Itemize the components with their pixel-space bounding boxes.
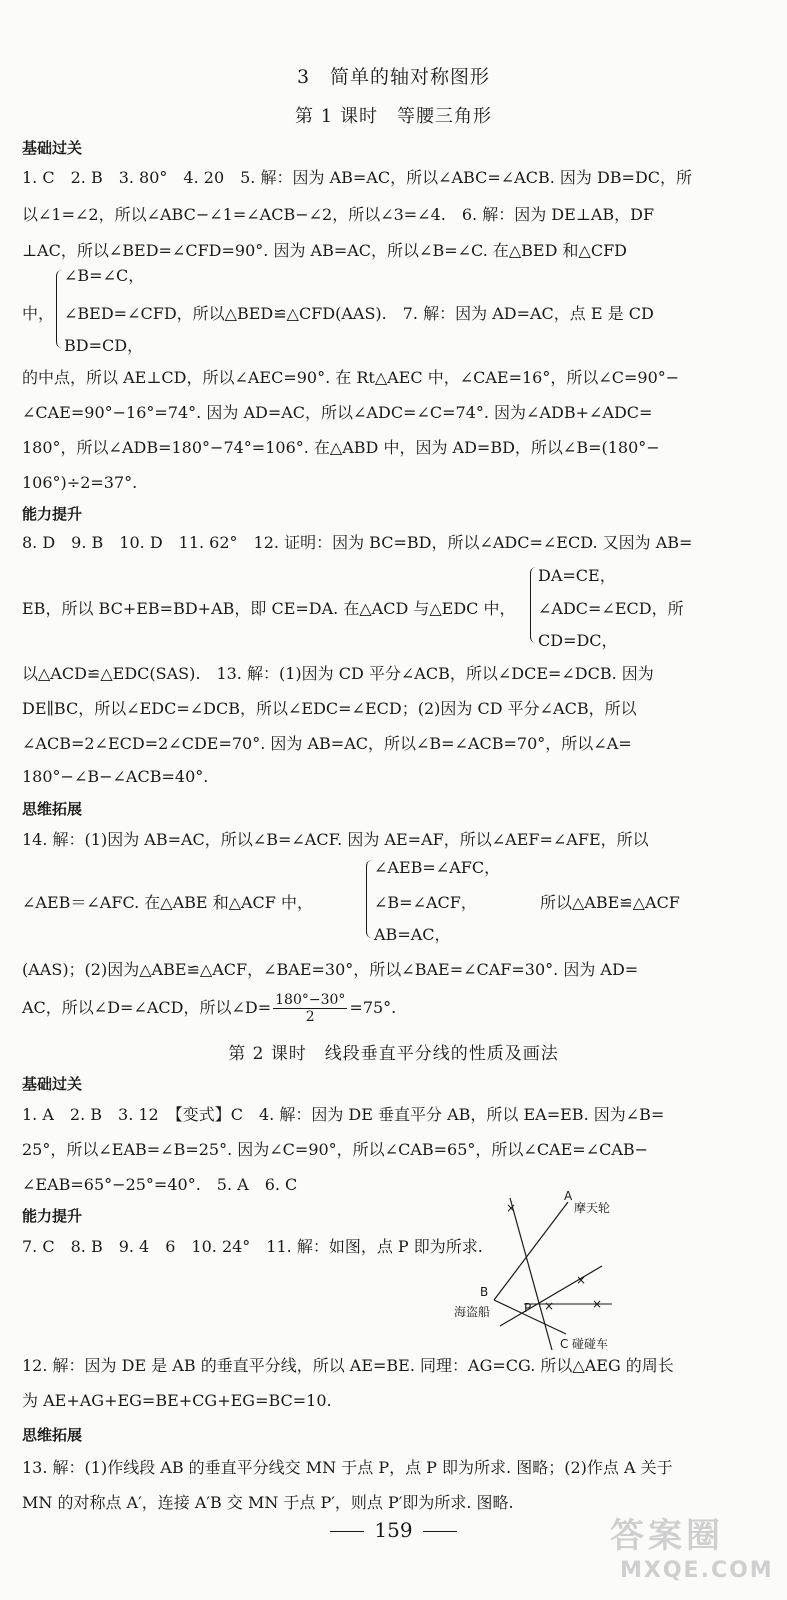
arc-mark: ×	[592, 1297, 603, 1311]
section-ability-1: 能力提升	[22, 505, 83, 523]
section-thinking-2: 思维拓展	[22, 1426, 83, 1444]
brace-suffix: 所以△ABE≌△ACF	[540, 893, 680, 912]
answer-line: 8. D 9. B 10. D 11. 62° 12. 证明：因为 BC=BD，所以∠ADC=∠ECD. 又因为 AB=	[22, 533, 693, 552]
place-a: 摩天轮	[574, 1201, 611, 1215]
answer-line: 25°，所以∠EAB=∠B=25°. 因为∠C=90°，所以∠CAB=65°，所以∠CAE=∠CAB−	[22, 1140, 649, 1159]
lesson1-title: 第 1 课时 等腰三角形	[295, 106, 492, 127]
section-title: 3 简单的轴对称图形	[296, 66, 491, 88]
segment-ab	[494, 1202, 568, 1300]
answer-line: ⊥AC，所以∠BED=∠CFD=90°. 因为 AB=AC，所以∠B=∠C. 在△BED 和△CFD	[22, 241, 627, 260]
answer-line: 14. 解：(1)因为 AB=AC，所以∠B=∠ACF. 因为 AE=AF，所以∠AEF=∠AFE，所以	[22, 830, 649, 849]
fraction	[273, 992, 347, 1025]
answer-line: EB，所以 BC+EB=BD+AB，即 CE=DA. 在△ACD 与△EDC 中，	[22, 599, 516, 618]
answer-line: ∠ACB=2∠ECD=2∠CDE=70°. 因为 AB=AC，所以∠B=∠ACB=70°，所以∠A=	[22, 734, 632, 753]
answer-line: 13. 解：(1)作线段 AB 的垂直平分线交 MN 于点 P，点 P 即为所求. 图略；(2)作点 A 关于	[22, 1458, 673, 1477]
answer-line: ∠CAE=90°−16°=74°. 因为 AD=AC，所以∠ADC=∠C=74°. 因为∠ADB+∠ADC=	[22, 403, 653, 422]
geometry-figure	[452, 1188, 652, 1358]
fraction-suffix: =75°.	[349, 998, 397, 1017]
lesson2-title: 第 2 课时 线段垂直平分线的性质及画法	[228, 1044, 559, 1064]
arc-mark: ×	[544, 1299, 555, 1313]
brace-line: ∠BED=∠CFD，所以△BED≌△CFD(AAS). 7. 解：因为 AD=AC，点 E 是 CD	[64, 304, 654, 323]
answer-line: 以∠1=∠2，所以∠ABC−∠1=∠ACB−∠2，所以∠3=∠4. 6. 解：因为 DE⊥AB，DF	[22, 205, 655, 224]
answer-line: MN 的对称点 A′，连接 A′B 交 MN 于点 P′，则点 P′即为所求. 图略.	[22, 1493, 514, 1512]
perpendicular-bisector-bc	[500, 1266, 602, 1326]
brace-line: ∠ADC=∠ECD，所	[538, 599, 684, 618]
answer-line: 12. 解：因为 DE 是 AB 的垂直平分线，所以 AE=BE. 同理：AG=CG. 所以△AEG 的周长	[22, 1356, 674, 1375]
brace-line: BD=CD，	[64, 336, 144, 355]
answer-line: 1. A 2. B 3. 12 【变式】C 4. 解：因为 DE 垂直平分 AB，所以 EA=EB. 因为∠B=	[22, 1105, 665, 1124]
answer-line: (AAS)；(2)因为△ABE≌△ACF，∠BAE=30°，所以∠BAE=∠CAF=30°. 因为 AD=	[22, 960, 639, 979]
label-b: B	[480, 1285, 489, 1299]
place-b: 海盗船	[454, 1305, 491, 1319]
answer-line: 7. C 8. B 9. 4 6 10. 24° 11. 解：如图，点 P 即为所求.	[22, 1237, 483, 1256]
brace-line: ∠B=∠ACF，	[374, 893, 477, 912]
place-c: 碰碰车	[572, 1337, 609, 1351]
answer-line: 180°，所以∠ADB=180°−74°=106°. 在△ABD 中，因为 AD=BD，所以∠B=(180°−	[22, 438, 660, 457]
fraction-numerator: 180°−30°	[275, 992, 346, 1008]
watermark-logo	[600, 1508, 780, 1594]
section-basic-1: 基础过关	[22, 139, 83, 157]
answer-line: DE∥BC，所以∠EDC=∠DCB，所以∠EDC=∠ECD；(2)因为 CD 平分∠ACB，所以	[22, 699, 637, 718]
answer-line: 为 AE+AG+EG=BE+CG+EG=BC=10.	[22, 1391, 332, 1410]
section-basic-2: 基础过关	[22, 1075, 83, 1093]
brace-line: CD=DC，	[538, 631, 618, 650]
answer-line: 以△ACD≌△EDC(SAS). 13. 解：(1)因为 CD 平分∠ACB，所以∠DCE=∠DCB. 因为	[22, 664, 654, 683]
answer-line: 1. C 2. B 3. 80° 4. 20 5. 解：因为 AB=AC，所以∠ABC=∠ACB. 因为 DB=DC，所	[22, 168, 693, 187]
label-a: A	[564, 1189, 573, 1203]
answer-line: ∠EAB=65°−25°=40°. 5. A 6. C	[22, 1175, 298, 1194]
answer-line: 106°)÷2=37°.	[22, 473, 138, 492]
fraction-denominator: 2	[305, 1009, 315, 1025]
brace-line: DA=CE，	[538, 566, 616, 585]
fraction-prefix: AC，所以∠D=∠ACD，所以∠D=	[22, 998, 272, 1017]
section-ability-2: 能力提升	[22, 1207, 83, 1225]
arc-mark: ×	[576, 1273, 587, 1287]
watermark-text: 答案圈	[610, 1516, 724, 1556]
label-c: C	[560, 1337, 569, 1351]
label-p: P	[524, 1301, 532, 1315]
arc-mark: ×	[506, 1201, 517, 1215]
brace-line: AB=AC，	[374, 925, 451, 944]
brace-line: ∠AEB=∠AFC，	[374, 858, 501, 877]
perpendicular-bisector-ab	[510, 1198, 555, 1350]
answer-line: 180°−∠B−∠ACB=40°.	[22, 767, 209, 786]
page-number-text: 159	[374, 1518, 413, 1542]
brace-line: ∠B=∠C，	[64, 266, 145, 285]
section-thinking-1: 思维拓展	[22, 800, 83, 818]
watermark-url: MXQE.COM	[620, 1558, 774, 1583]
answer-line: ∠AEB＝∠AFC. 在△ABE 和△ACF 中，	[22, 893, 313, 912]
answer-line: 的中点，所以 AE⊥CD，所以∠AEC=90°. 在 Rt△AEC 中，∠CAE=16°，所以∠C=90°−	[22, 368, 680, 387]
answer-line: 中，	[22, 304, 55, 323]
answer-line-fraction	[22, 992, 396, 1025]
